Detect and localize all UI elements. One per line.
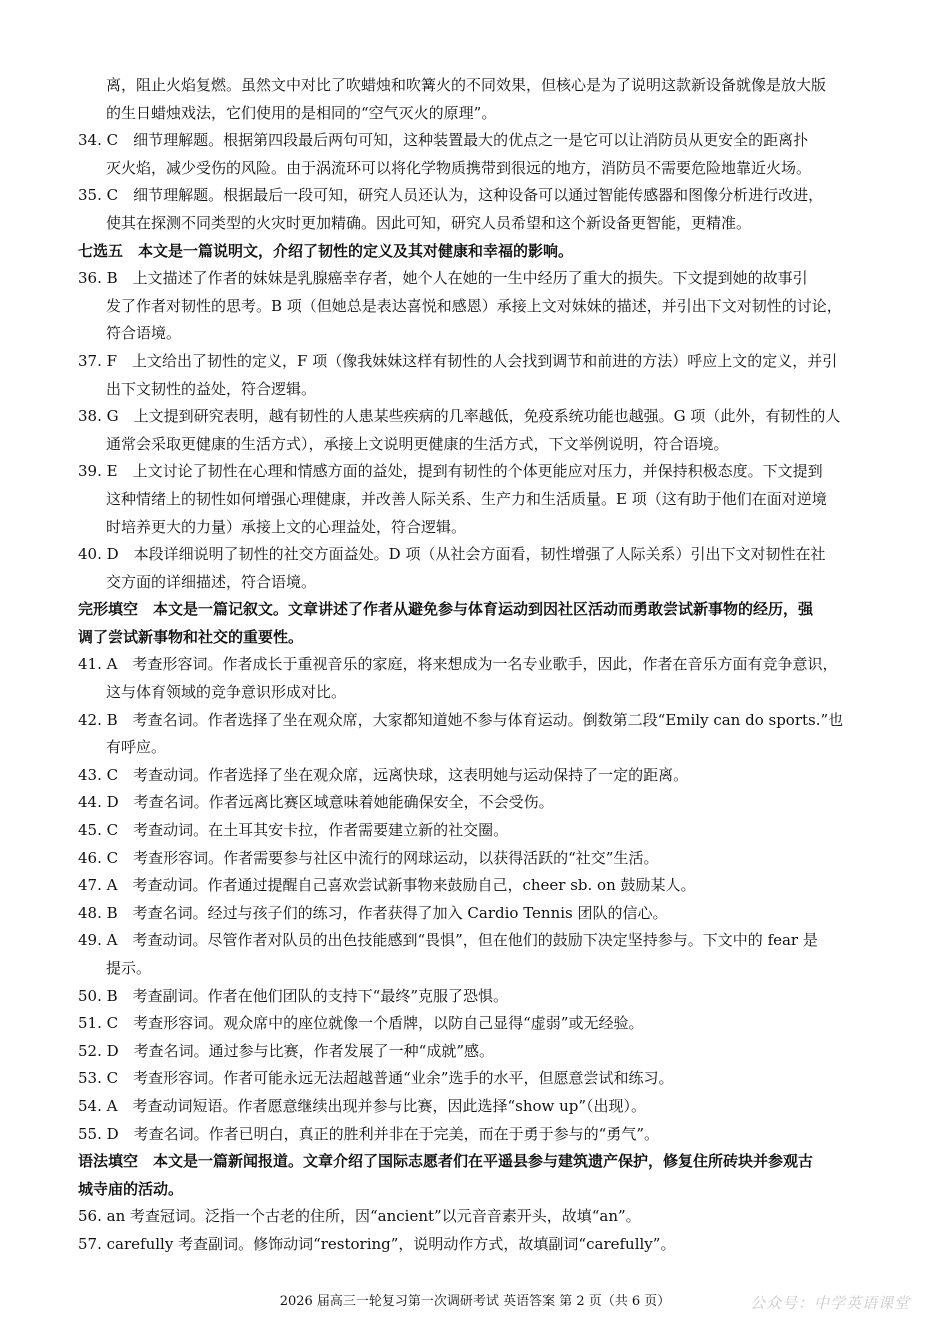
text-line: 这种情绪上的韧性如何增强心理健康，并改善人际关系、生产力和生活质量。E 项（这有助于他们在面对逆境	[106, 489, 827, 508]
text-line: 57. carefully 考查副词。修饰动词“restoring”，说明动作方式，故填副词“carefully”。	[78, 1234, 676, 1253]
text-line: 灭火焰，减少受伤的风险。由于涡流环可以将化学物质携带到很远的地方，消防员不需要危险地靠近火场。	[106, 158, 812, 177]
text-line: 50. B 考查副词。作者在他们团队的支持下“最终”克服了恐惧。	[78, 986, 508, 1005]
text-line: 35. C 细节理解题。根据最后一段可知，研究人员还认为，这种设备可以通过智能传感器和图像分析进行改进，	[78, 186, 824, 205]
text-line: 49. A 考查动词。尽管作者对队员的出色技能感到“畏惧”，但在他们的鼓励下决定坚持参与。下文中的 fear 是	[78, 931, 818, 950]
text-line: 51. C 考查形容词。观众席中的座位就像一个盾牌，以防自己显得“虚弱”或无经验。	[78, 1014, 644, 1033]
text-line: 离，阻止火焰复燃。虽然文中对比了吹蜡烛和吹篝火的不同效果，但核心是为了说明这款新设备就像是放大版	[106, 76, 827, 94]
text-line: 47. A 考查动词。作者通过提醒自己喜欢尝试新事物来鼓励自己，cheer sb. on 鼓励某人。	[78, 876, 696, 895]
text-line: 40. D 本段详细说明了韧性的社交方面益处。D 项（从社会方面看，韧性增强了人际关系）引出下文对韧性在社	[78, 545, 826, 564]
text-line: 这与体育领域的竞争意识形成对比。	[106, 683, 347, 702]
text-line: 55. D 考查名词。作者已明白，真正的胜利并非在于完美，而在于勇于参与的“勇气”。	[78, 1124, 659, 1143]
text-line: 城寺庙的活动。	[78, 1179, 184, 1198]
text-line: 54. A 考查动词短语。作者愿意继续出现并参与比赛，因此选择“show up”（出现）。	[78, 1096, 647, 1115]
text-line: 42. B 考查名词。作者选择了坐在观众席，大家都知道她不参与体育运动。倒数第二段“Emily can do sports.”也	[78, 710, 844, 729]
answer-item-51	[78, 1010, 873, 1038]
text-line: 通常会采取更健康的生活方式），承接上文说明更健康的生活方式，下文举例说明，符合语境。	[106, 434, 729, 453]
answer-item-45	[78, 817, 873, 845]
text-line: 完形填空 本文是一篇记叙文。文章讲述了作者从避免参与体育运动到因社区活动而勇敢尝试新事物的经历，强	[78, 600, 814, 619]
text-line: 56. an 考查冠词。泛指一个古老的住所，因“ancient”以元音音素开头，故填“an”。	[78, 1207, 641, 1226]
text-line: 七选五 本文是一篇说明文，介绍了韧性的定义及其对健康和幸福的影响。	[78, 241, 574, 260]
answer-item-38	[78, 403, 873, 458]
text-line: 34. C 细节理解题。根据第四段最后两句可知，这种装置最大的优点之一是它可以让消防员从更安全的距离扑	[78, 131, 809, 150]
text-line: 41. A 考查形容词。作者成长于重视音乐的家庭，将来想成为一名专业歌手，因此，作者在音乐方面有竞争意识，	[78, 655, 838, 674]
answer-item-41	[78, 651, 873, 706]
answer-item-55	[78, 1121, 873, 1149]
answer-item-43	[78, 762, 873, 790]
text-line: 使其在探测不同类型的火灾时更加精确。因此可知，研究人员希望和这个新设备更智能，更精准。	[106, 213, 752, 232]
answer-item-35	[78, 182, 873, 237]
answer-content	[78, 72, 873, 1259]
text-line: 交方面的详细描述，符合语境。	[106, 572, 317, 591]
text-line: 有呼应。	[106, 738, 167, 757]
text-line: 调了尝试新事物和社交的重要性。	[78, 627, 304, 646]
text-line: 37. F 上文给出了韧性的定义，F 项（像我妹妹这样有韧性的人会找到调节和前进的方法）呼应上文的定义，并引	[78, 351, 838, 370]
answer-item-52	[78, 1038, 873, 1066]
text-line: 38. G 上文提到研究表明，越有韧性的人患某些疾病的几率越低，免疫系统功能也越强。G 项（此外，有韧性的人	[78, 407, 841, 426]
answer-item-39	[78, 458, 873, 541]
answer-item-37	[78, 348, 873, 403]
text-line: 出下文韧性的益处，符合逻辑。	[106, 379, 317, 398]
watermark: 公众号：中学英语课堂	[749, 1294, 910, 1312]
text-line: 52. D 考查名词。通过参与比赛，作者发展了一种“成就”感。	[78, 1041, 494, 1060]
answer-item-53	[78, 1065, 873, 1093]
answer-item-44	[78, 789, 873, 817]
page-footer: 2026 届高三一轮复习第一次调研考试 英语答案 第 2 页（共 6 页）	[279, 1294, 671, 1309]
text-line: 提示。	[106, 959, 152, 977]
text-line: 46. C 考查形容词。作者需要参与社区中流行的网球运动，以获得活跃的“社交”生活。	[78, 848, 659, 867]
answer-item-48	[78, 900, 873, 928]
section-heading-wanxing	[78, 596, 873, 651]
section-heading-qixuanwu	[78, 238, 873, 266]
text-line: 符合语境。	[106, 324, 182, 343]
answer-item-54	[78, 1093, 873, 1121]
text-line: 44. D 考查名词。作者远离比赛区域意味着她能确保安全，不会受伤。	[78, 793, 554, 812]
text-line: 的生日蜡烛戏法，它们使用的是相同的“空气灭火的原理”。	[106, 103, 497, 122]
answer-item-34	[78, 127, 873, 182]
text-line: 语法填空 本文是一篇新闻报道。文章介绍了国际志愿者们在平遥县参与建筑遗产保护，修复住所砖块并参观古	[78, 1152, 814, 1171]
answer-item-40	[78, 541, 873, 596]
intro-paragraph	[78, 72, 873, 127]
answer-item-57	[78, 1231, 873, 1259]
answer-item-47	[78, 872, 873, 900]
text-line: 时培养更大的力量）承接上文的心理益处，符合逻辑。	[106, 517, 467, 536]
answer-item-49	[78, 927, 873, 982]
answer-item-42	[78, 707, 873, 762]
answer-item-56	[78, 1203, 873, 1231]
section-heading-yufa	[78, 1148, 873, 1203]
answer-item-50	[78, 983, 873, 1011]
answer-item-46	[78, 845, 873, 873]
text-line: 发了作者对韧性的思考。B 项（但她总是表达喜悦和感恩）承接上文对妹妹的描述，并引出下文对韧性的讨论，	[106, 296, 842, 315]
answer-item-36	[78, 265, 873, 348]
text-line: 45. C 考查动词。在土耳其安卡拉，作者需要建立新的社交圈。	[78, 821, 509, 840]
text-line: 48. B 考查名词。经过与孩子们的练习，作者获得了加入 Cardio Tennis 团队的信心。	[78, 903, 668, 922]
text-line: 43. C 考查动词。作者选择了坐在观众席，远离快球，这表明她与运动保持了一定的距离。	[78, 765, 689, 784]
text-line: 53. C 考查形容词。作者可能永远无法超越普通“业余”选手的水平，但愿意尝试和练习。	[78, 1069, 674, 1088]
text-line: 39. E 上文讨论了韧性在心理和情感方面的益处，提到有韧性的个体更能应对压力，并保持积极态度。下文提到	[78, 462, 823, 481]
text-line: 36. B 上文描述了作者的妹妹是乳腺癌幸存者，她个人在她的一生中经历了重大的损失。下文提到她的故事引	[78, 269, 808, 288]
